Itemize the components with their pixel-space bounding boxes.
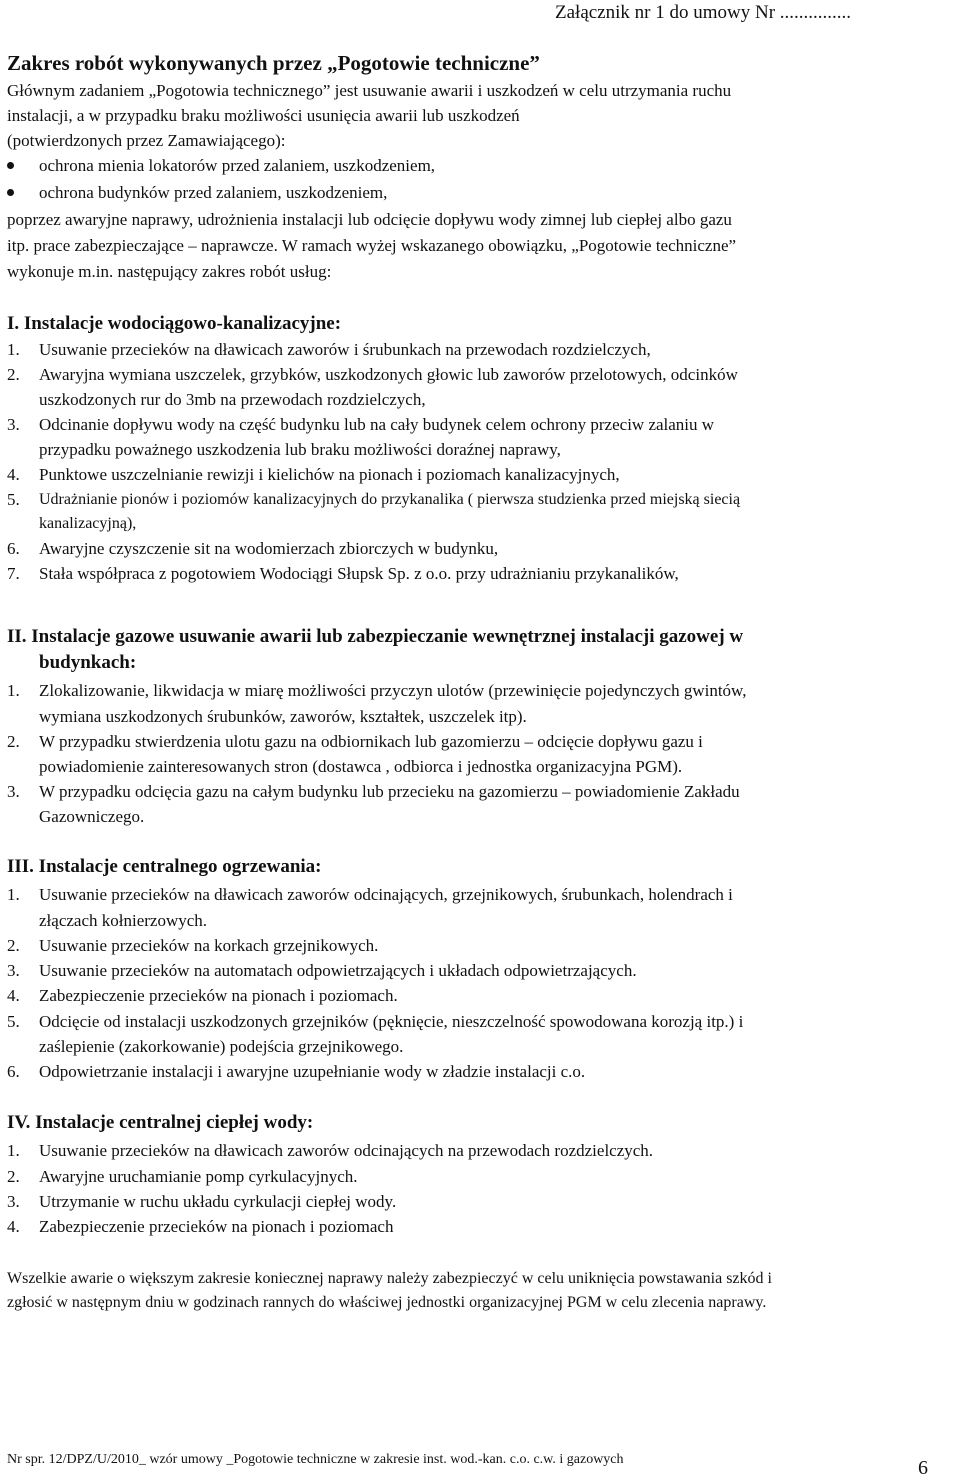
list-item: zaślepienie (zakorkowanie) podejścia grzejnikowego. bbox=[39, 1037, 404, 1056]
list-item: Usuwanie przecieków na dławicach zaworów odcinających, grzejnikowych, śrubunkach, holendrach i bbox=[39, 885, 733, 904]
list-item: Usuwanie przecieków na dławicach zaworów odcinających na przewodach rozdzielczych. bbox=[39, 1141, 654, 1160]
intro-line: instalacji, a w przypadku braku możliwości usunięcia awarii lub uszkodzeń bbox=[7, 106, 520, 125]
list-item: przypadku poważnego uszkodzenia lub braku możliwości doraźnej naprawy, bbox=[39, 440, 561, 459]
item-number: 1. bbox=[7, 1141, 20, 1160]
intro-line: (potwierdzonych przez Zamawiającego): bbox=[7, 131, 286, 150]
item-number: 2. bbox=[7, 365, 20, 384]
list-item: Gazowniczego. bbox=[39, 807, 145, 826]
item-number: 6. bbox=[7, 539, 20, 558]
intro-line: Głównym zadaniem „Pogotowia technicznego” jest usuwanie awarii i uszkodzeń w celu utrzymania ruchu bbox=[7, 81, 732, 100]
list-item: Usuwanie przecieków na dławicach zaworów i śrubunkach na przewodach rozdzielczych, bbox=[39, 340, 651, 359]
closing-line: zgłosić w następnym dniu w godzinach rannych do właściwej jednostki organizacyjnej PGM w celu zlecenia naprawy. bbox=[7, 1294, 767, 1311]
list-item: Stała współpraca z pogotowiem Wodociągi Słupsk Sp. z o.o. przy udrażnianiu przykanalików, bbox=[39, 564, 679, 583]
section-heading: IV. Instalacje centralnej ciepłej wody: bbox=[7, 1112, 314, 1133]
item-number: 2. bbox=[7, 1167, 20, 1186]
list-item: W przypadku stwierdzenia ulotu gazu na odbiornikach lub gazomierzu – odcięcie dopływu gazu i bbox=[39, 732, 703, 751]
list-item: Udrażnianie pionów i poziomów kanalizacyjnych do przykanalika ( pierwsza studzienka przed miejską siecią bbox=[39, 491, 741, 508]
item-number: 3. bbox=[7, 415, 20, 434]
list-item: Odcinanie dopływu wody na część budynku lub na cały budynek celem ochrony przeciw zalaniu w bbox=[39, 415, 715, 434]
list-item: wymiana uszkodzonych śrubunków, zaworów, kształtek, uszczelek itp). bbox=[39, 707, 527, 726]
annex-label: Załącznik nr 1 do umowy Nr ............... bbox=[555, 2, 852, 23]
list-item: uszkodzonych rur do 3mb na przewodach rozdzielczych, bbox=[39, 390, 426, 409]
list-item: kanalizacyjną), bbox=[39, 515, 137, 532]
section-heading: I. Instalacje wodociągowo-kanalizacyjne: bbox=[7, 313, 342, 334]
item-number: 2. bbox=[7, 732, 20, 751]
bullet-icon bbox=[7, 189, 14, 196]
intro2-line: poprzez awaryjne naprawy, udrożnienia instalacji lub odcięcie dopływu wody zimnej lub ciepłej albo gazu bbox=[7, 210, 732, 229]
item-number: 1. bbox=[7, 340, 20, 359]
item-number: 4. bbox=[7, 1217, 20, 1236]
bullet-icon bbox=[7, 162, 14, 169]
item-number: 6. bbox=[7, 1062, 20, 1081]
bullet-item: ochrona mienia lokatorów przed zalaniem, uszkodzeniem, bbox=[39, 156, 436, 175]
item-number: 3. bbox=[7, 961, 20, 980]
item-number: 1. bbox=[7, 681, 20, 700]
item-number: 5. bbox=[7, 1012, 20, 1031]
list-item: W przypadku odcięcia gazu na całym budynku lub przecieku na gazomierzu – powiadomienie Zakładu bbox=[39, 782, 740, 801]
item-number: 4. bbox=[7, 465, 20, 484]
item-number: 5. bbox=[7, 490, 20, 509]
item-number: 2. bbox=[7, 936, 20, 955]
bullet-item: ochrona budynków przed zalaniem, uszkodzeniem, bbox=[39, 183, 388, 202]
list-item: Awaryjna wymiana uszczelek, grzybków, uszkodzonych głowic lub zaworów przelotowych, odcinków bbox=[39, 365, 738, 384]
list-item: złączach kołnierzowych. bbox=[39, 911, 208, 930]
list-item: powiadomienie zainteresowanych stron (dostawca , odbiorca i jednostka organizacyjna PGM). bbox=[39, 757, 683, 776]
item-number: 3. bbox=[7, 1192, 20, 1211]
item-number: 3. bbox=[7, 782, 20, 801]
list-item: Punktowe uszczelnianie rewizji i kielichów na pionach i poziomach kanalizacyjnych, bbox=[39, 465, 620, 484]
list-item: Awaryjne uruchamianie pomp cyrkulacyjnych. bbox=[39, 1167, 358, 1186]
item-number: 4. bbox=[7, 986, 20, 1005]
document-title: Zakres robót wykonywanych przez „Pogotowie techniczne” bbox=[7, 51, 540, 75]
list-item: Odcięcie od instalacji uszkodzonych grzejników (pęknięcie, nieszczelność spowodowana korozją itp.) i bbox=[39, 1012, 744, 1031]
list-item: Zabezpieczenie przecieków na pionach i poziomach. bbox=[39, 986, 398, 1005]
list-item: Odpowietrzanie instalacji i awaryjne uzupełnianie wody w zładzie instalacji c.o. bbox=[39, 1062, 586, 1081]
page-number: 6 bbox=[918, 1457, 928, 1479]
list-item: Utrzymanie w ruchu układu cyrkulacji ciepłej wody. bbox=[39, 1192, 397, 1211]
item-number: 1. bbox=[7, 885, 20, 904]
section-heading: III. Instalacje centralnego ogrzewania: bbox=[7, 856, 322, 877]
list-item: Usuwanie przecieków na korkach grzejnikowych. bbox=[39, 936, 379, 955]
intro2-line: itp. prace zabezpieczające – naprawcze. W ramach wyżej wskazanego obowiązku, „Pogotowie techniczne” bbox=[7, 236, 737, 255]
section-heading: budynkach: bbox=[39, 652, 137, 673]
intro2-line: wykonuje m.in. następujący zakres robót usług: bbox=[7, 262, 332, 281]
footer-reference: Nr spr. 12/DPZ/U/2010_ wzór umowy _Pogotowie techniczne w zakresie inst. wod.-kan. c.o. c.w. i gazowych bbox=[7, 1452, 624, 1467]
list-item: Awaryjne czyszczenie sit na wodomierzach zbiorczych w budynku, bbox=[39, 539, 499, 558]
list-item: Zlokalizowanie, likwidacja w miarę możliwości przyczyn ulotów (przewinięcie pojedynczych gwintów, bbox=[39, 681, 747, 700]
item-number: 7. bbox=[7, 564, 20, 583]
closing-line: Wszelkie awarie o większym zakresie koniecznej naprawy należy zabezpieczyć w celu uniknięcia powstawania szkód i bbox=[7, 1270, 772, 1287]
section-heading: II. Instalacje gazowe usuwanie awarii lub zabezpieczanie wewnętrznej instalacji gazowej w bbox=[7, 626, 744, 647]
list-item: Zabezpieczenie przecieków na pionach i poziomach bbox=[39, 1217, 394, 1236]
list-item: Usuwanie przecieków na automatach odpowietrzających i układach odpowietrzających. bbox=[39, 961, 637, 980]
